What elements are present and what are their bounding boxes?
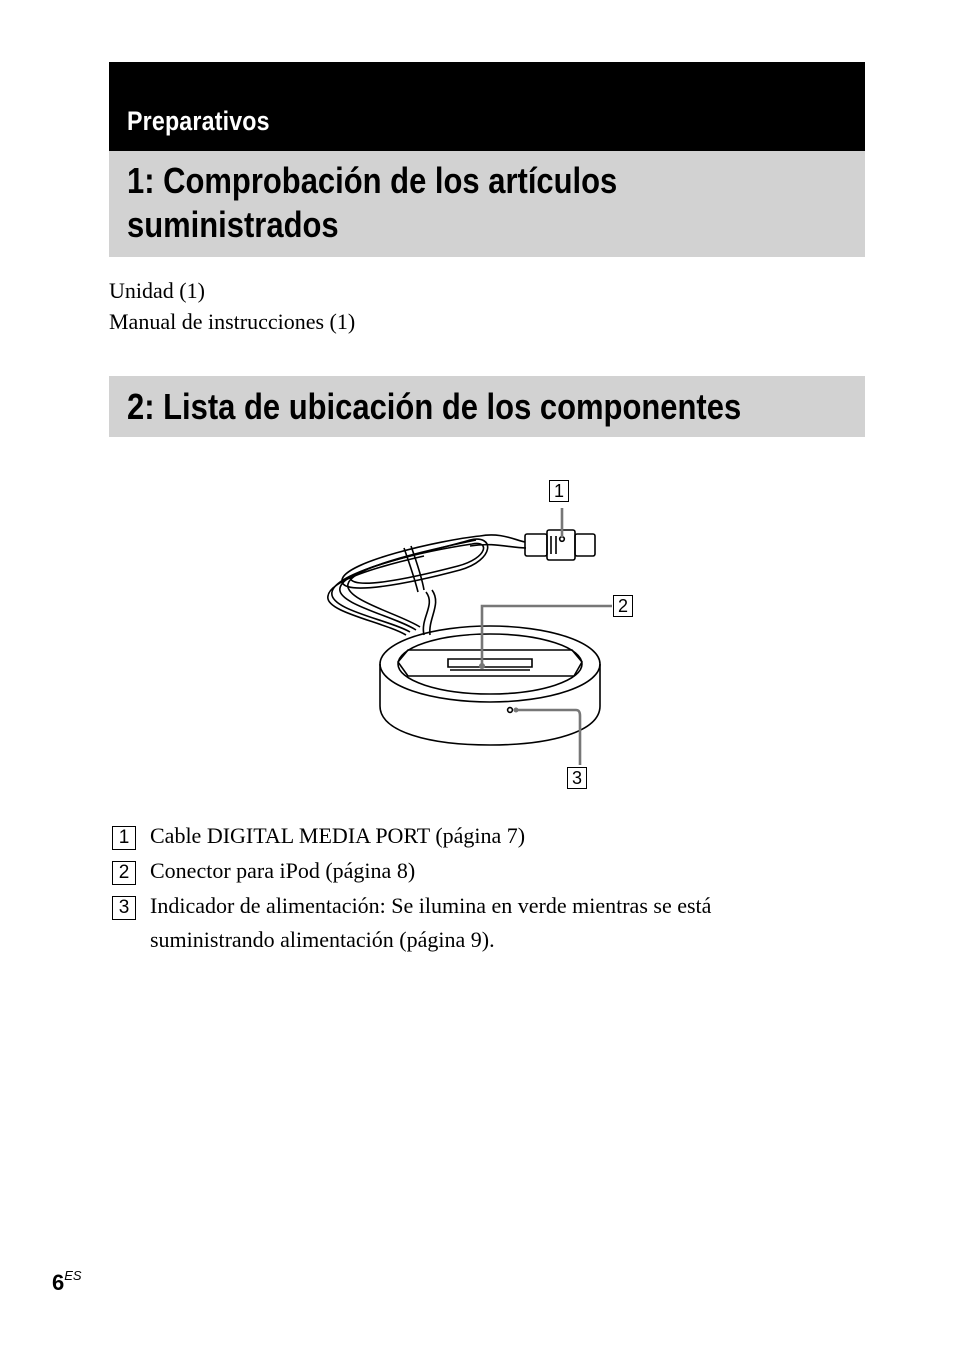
callout-1: 1 (549, 480, 569, 502)
legend-number-3: 3 (112, 896, 136, 920)
legend-number-2: 2 (112, 861, 136, 885)
section-1-title-line1: 1: Comprobación de los artículos (127, 160, 618, 201)
legend-text-3-line2: suministrando alimentación (página 9). (150, 927, 495, 952)
page-number (52, 1270, 82, 1296)
dock-illustration (320, 470, 660, 800)
component-diagram (320, 470, 660, 800)
section-1-title-line2: suministrados (127, 204, 339, 245)
page-language: ES (64, 1268, 82, 1283)
supplied-item-2: Manual de instrucciones (1) (109, 309, 356, 334)
legend-text-3-line1: Indicador de alimentación: Se ilumina en verde mientras se está (150, 893, 712, 918)
page-number-value: 6 (52, 1270, 65, 1295)
legend-text-1: Cable DIGITAL MEDIA PORT (página 7) (150, 823, 526, 848)
supplied-item-1: Unidad (1) (109, 278, 205, 303)
chapter-header (109, 62, 865, 151)
section-1-header (109, 151, 865, 257)
chapter-label: Preparativos (127, 106, 270, 136)
callout-3: 3 (567, 767, 587, 789)
callout-2: 2 (613, 595, 633, 617)
legend-number-1: 1 (112, 826, 136, 850)
section-2-title: 2: Lista de ubicación de los componentes (127, 386, 742, 427)
legend-text-2: Conector para iPod (página 8) (150, 858, 416, 883)
section-2-header (109, 376, 865, 437)
